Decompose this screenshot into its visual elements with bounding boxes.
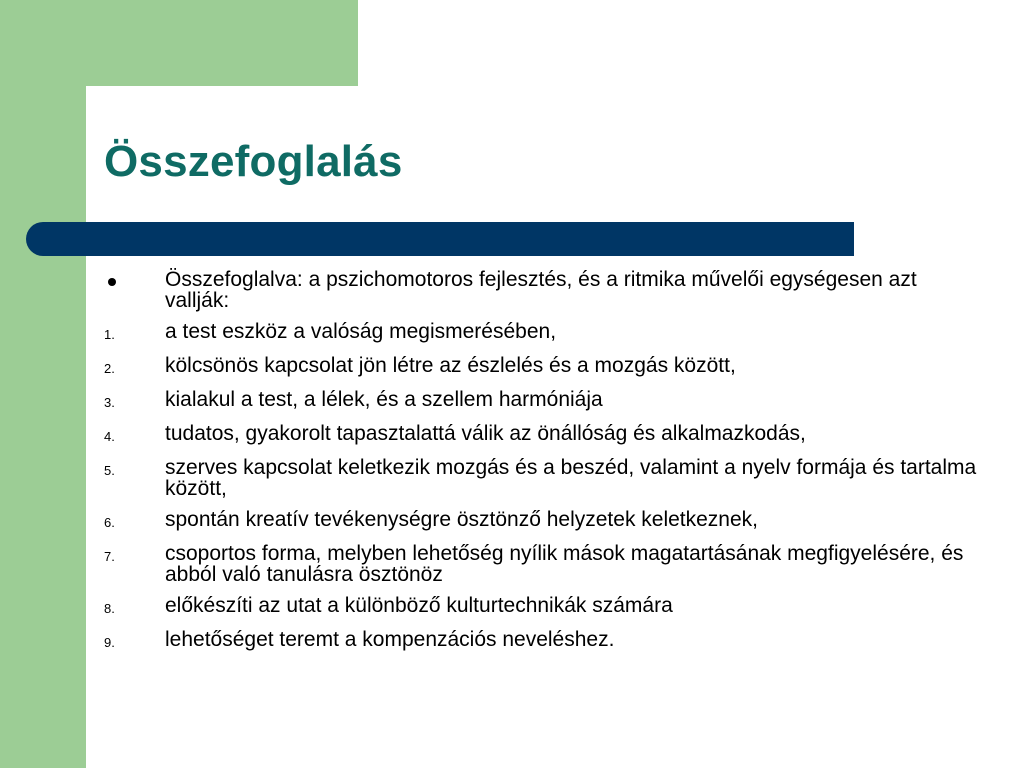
- list-number: 4.: [104, 429, 115, 444]
- list-item: [104, 389, 984, 413]
- list-item: [104, 629, 984, 653]
- bullet-intro-text: Összefoglalva: a pszichomotoros fejlesztés, és a ritmika művelői egységesen azt vallják:: [165, 268, 917, 312]
- list-item-text: tudatos, gyakorolt tapasztalattá válik az önállóság és alkalmazkodás,: [165, 422, 806, 445]
- title-underline-bar: [26, 222, 854, 256]
- list-number: 7.: [104, 549, 115, 564]
- list-item: [104, 595, 984, 619]
- bullet-dot-icon: [108, 278, 116, 286]
- list-number: 2.: [104, 361, 115, 376]
- list-item: [104, 543, 984, 585]
- list-item: [104, 423, 984, 447]
- top-green-band: [0, 0, 358, 86]
- list-item-text: csoportos forma, melyben lehetőség nyílik mások magatartásának megfigyelésére, és abból való tanulásra ösztönöz: [165, 542, 964, 586]
- list-item-text: spontán kreatív tevékenységre ösztönző helyzetek keletkeznek,: [165, 508, 759, 531]
- left-green-band: [0, 0, 86, 768]
- bullet-intro: [104, 269, 984, 311]
- list-number: 3.: [104, 395, 115, 410]
- list-number: 1.: [104, 327, 115, 342]
- list-item: [104, 457, 984, 499]
- list-item: [104, 321, 984, 345]
- list-item: [104, 355, 984, 379]
- list-item-text: lehetőséget teremt a kompenzációs neveléshez.: [165, 628, 615, 651]
- list-number: 9.: [104, 635, 115, 650]
- list-number: 6.: [104, 515, 115, 530]
- list-item-text: kialakul a test, a lélek, és a szellem harmóniája: [165, 388, 603, 411]
- list-item-text: a test eszköz a valóság megismerésében,: [165, 320, 557, 343]
- list-number: 5.: [104, 463, 115, 478]
- list-number: 8.: [104, 601, 115, 616]
- list-item-text: előkészíti az utat a különböző kulturtechnikák számára: [165, 594, 673, 617]
- slide-body: [104, 269, 984, 653]
- list-item-text: kölcsönös kapcsolat jön létre az észlelés és a mozgás között,: [165, 354, 736, 377]
- slide-title: Összefoglalás: [104, 137, 403, 186]
- list-item-text: szerves kapcsolat keletkezik mozgás és a beszéd, valamint a nyelv formája és tartalma között,: [165, 456, 977, 500]
- list-item: [104, 509, 984, 533]
